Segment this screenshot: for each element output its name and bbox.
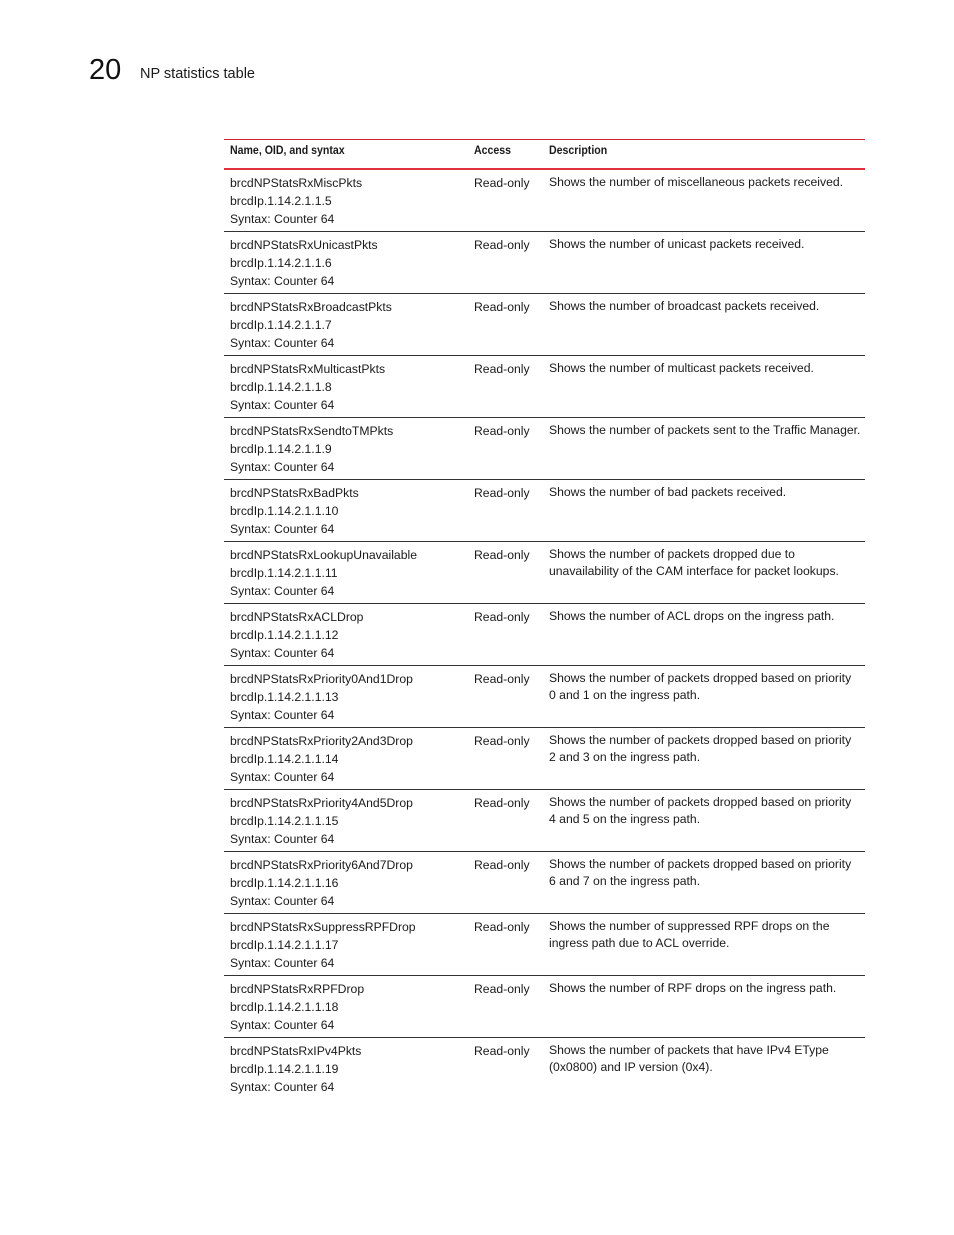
object-name: brcdNPStatsRxSuppressRPFDrop bbox=[230, 920, 416, 934]
description-cell: Shows the number of packets dropped based on priority 4 and 5 on the ingress path. bbox=[549, 795, 852, 826]
object-syntax: Syntax: Counter 64 bbox=[230, 956, 335, 970]
object-name-cell bbox=[230, 732, 470, 786]
object-syntax: Syntax: Counter 64 bbox=[230, 1080, 335, 1094]
description-cell: Shows the number of multicast packets received. bbox=[549, 361, 814, 375]
table-row bbox=[224, 356, 865, 418]
access-cell: Read-only bbox=[474, 362, 530, 376]
table-header bbox=[224, 140, 865, 170]
object-oid: brcdIp.1.14.2.1.1.5 bbox=[230, 194, 332, 208]
chapter-title: NP statistics table bbox=[140, 66, 255, 82]
object-oid: brcdIp.1.14.2.1.1.6 bbox=[230, 256, 332, 270]
object-oid: brcdIp.1.14.2.1.1.18 bbox=[230, 1000, 339, 1014]
column-header-access: Access bbox=[474, 145, 512, 157]
object-syntax: Syntax: Counter 64 bbox=[230, 894, 335, 908]
object-oid: brcdIp.1.14.2.1.1.13 bbox=[230, 690, 339, 704]
description-cell: Shows the number of packets dropped due to unavailability of the CAM interface for packet lookups. bbox=[549, 547, 839, 578]
object-syntax: Syntax: Counter 64 bbox=[230, 708, 335, 722]
object-oid: brcdIp.1.14.2.1.1.15 bbox=[230, 814, 339, 828]
object-syntax: Syntax: Counter 64 bbox=[230, 274, 335, 288]
access-cell: Read-only bbox=[474, 424, 530, 438]
table-row bbox=[224, 914, 865, 976]
np-statistics-table bbox=[224, 139, 865, 1099]
object-name-cell bbox=[230, 484, 470, 538]
object-name: brcdNPStatsRxBadPkts bbox=[230, 486, 359, 500]
object-name: brcdNPStatsRxMiscPkts bbox=[230, 176, 363, 190]
access-cell: Read-only bbox=[474, 734, 530, 748]
access-cell: Read-only bbox=[474, 610, 530, 624]
table-row bbox=[224, 728, 865, 790]
table-row bbox=[224, 604, 865, 666]
description-cell: Shows the number of miscellaneous packets received. bbox=[549, 175, 844, 189]
object-name-cell bbox=[230, 236, 470, 290]
object-oid: brcdIp.1.14.2.1.1.17 bbox=[230, 938, 339, 952]
table-row bbox=[224, 418, 865, 480]
object-oid: brcdIp.1.14.2.1.1.8 bbox=[230, 380, 332, 394]
object-name: brcdNPStatsRxLookupUnavailable bbox=[230, 548, 417, 562]
table-row bbox=[224, 852, 865, 914]
object-name: brcdNPStatsRxMulticastPkts bbox=[230, 362, 386, 376]
object-oid: brcdIp.1.14.2.1.1.9 bbox=[230, 442, 332, 456]
object-name-cell bbox=[230, 360, 470, 414]
access-cell: Read-only bbox=[474, 176, 530, 190]
access-cell: Read-only bbox=[474, 300, 530, 314]
object-syntax: Syntax: Counter 64 bbox=[230, 212, 335, 226]
object-name: brcdNPStatsRxPriority4And5Drop bbox=[230, 796, 413, 810]
description-cell: Shows the number of unicast packets received. bbox=[549, 237, 805, 251]
object-oid: brcdIp.1.14.2.1.1.10 bbox=[230, 504, 339, 518]
object-oid: brcdIp.1.14.2.1.1.14 bbox=[230, 752, 339, 766]
object-name-cell bbox=[230, 1042, 470, 1096]
object-syntax: Syntax: Counter 64 bbox=[230, 832, 335, 846]
object-name-cell bbox=[230, 608, 470, 662]
access-cell: Read-only bbox=[474, 982, 530, 996]
table-row bbox=[224, 480, 865, 542]
description-cell: Shows the number of RPF drops on the ingress path. bbox=[549, 981, 837, 995]
object-oid: brcdIp.1.14.2.1.1.12 bbox=[230, 628, 339, 642]
table-row bbox=[224, 1038, 865, 1099]
description-cell: Shows the number of packets that have IPv4 EType (0x0800) and IP version (0x4). bbox=[549, 1043, 829, 1074]
object-syntax: Syntax: Counter 64 bbox=[230, 1018, 335, 1032]
object-oid: brcdIp.1.14.2.1.1.11 bbox=[230, 566, 338, 580]
description-cell: Shows the number of packets dropped based on priority 6 and 7 on the ingress path. bbox=[549, 857, 852, 888]
description-cell: Shows the number of packets sent to the Traffic Manager. bbox=[549, 423, 861, 437]
access-cell: Read-only bbox=[474, 796, 530, 810]
table-row bbox=[224, 976, 865, 1038]
description-cell: Shows the number of ACL drops on the ingress path. bbox=[549, 609, 835, 623]
object-name: brcdNPStatsRxRPFDrop bbox=[230, 982, 365, 996]
object-name-cell bbox=[230, 794, 470, 848]
access-cell: Read-only bbox=[474, 672, 530, 686]
column-header-description: Description bbox=[549, 145, 608, 157]
object-name: brcdNPStatsRxIPv4Pkts bbox=[230, 1044, 362, 1058]
access-cell: Read-only bbox=[474, 920, 530, 934]
object-name: brcdNPStatsRxACLDrop bbox=[230, 610, 364, 624]
object-name-cell bbox=[230, 670, 470, 724]
object-name: brcdNPStatsRxUnicastPkts bbox=[230, 238, 378, 252]
access-cell: Read-only bbox=[474, 486, 530, 500]
object-syntax: Syntax: Counter 64 bbox=[230, 460, 335, 474]
object-syntax: Syntax: Counter 64 bbox=[230, 398, 335, 412]
table-row bbox=[224, 542, 865, 604]
object-name-cell bbox=[230, 546, 470, 600]
description-cell: Shows the number of packets dropped based on priority 2 and 3 on the ingress path. bbox=[549, 733, 852, 764]
table-row bbox=[224, 666, 865, 728]
access-cell: Read-only bbox=[474, 858, 530, 872]
object-name: brcdNPStatsRxPriority2And3Drop bbox=[230, 734, 413, 748]
object-name-cell bbox=[230, 856, 470, 910]
object-syntax: Syntax: Counter 64 bbox=[230, 646, 335, 660]
table-row bbox=[224, 170, 865, 232]
object-name: brcdNPStatsRxPriority6And7Drop bbox=[230, 858, 413, 872]
description-cell: Shows the number of bad packets received. bbox=[549, 485, 787, 499]
table-row bbox=[224, 232, 865, 294]
object-syntax: Syntax: Counter 64 bbox=[230, 522, 335, 536]
table-row bbox=[224, 790, 865, 852]
access-cell: Read-only bbox=[474, 238, 530, 252]
object-name-cell bbox=[230, 918, 470, 972]
object-syntax: Syntax: Counter 64 bbox=[230, 336, 335, 350]
object-name: brcdNPStatsRxBroadcastPkts bbox=[230, 300, 392, 314]
object-name-cell bbox=[230, 422, 470, 476]
chapter-number: 20 bbox=[89, 54, 122, 86]
access-cell: Read-only bbox=[474, 1044, 530, 1058]
object-syntax: Syntax: Counter 64 bbox=[230, 584, 335, 598]
object-name: brcdNPStatsRxPriority0And1Drop bbox=[230, 672, 413, 686]
access-cell: Read-only bbox=[474, 548, 530, 562]
object-syntax: Syntax: Counter 64 bbox=[230, 770, 335, 784]
table-row bbox=[224, 294, 865, 356]
column-header-name: Name, OID, and syntax bbox=[230, 145, 345, 157]
object-name: brcdNPStatsRxSendtoTMPkts bbox=[230, 424, 394, 438]
object-name-cell bbox=[230, 298, 470, 352]
table-body bbox=[224, 170, 865, 1099]
object-oid: brcdIp.1.14.2.1.1.16 bbox=[230, 876, 339, 890]
object-oid: brcdIp.1.14.2.1.1.19 bbox=[230, 1062, 339, 1076]
description-cell: Shows the number of suppressed RPF drops on the ingress path due to ACL override. bbox=[549, 919, 830, 950]
object-oid: brcdIp.1.14.2.1.1.7 bbox=[230, 318, 332, 332]
object-name-cell bbox=[230, 980, 470, 1034]
description-cell: Shows the number of broadcast packets received. bbox=[549, 299, 820, 313]
description-cell: Shows the number of packets dropped based on priority 0 and 1 on the ingress path. bbox=[549, 671, 852, 702]
object-name-cell bbox=[230, 174, 470, 228]
